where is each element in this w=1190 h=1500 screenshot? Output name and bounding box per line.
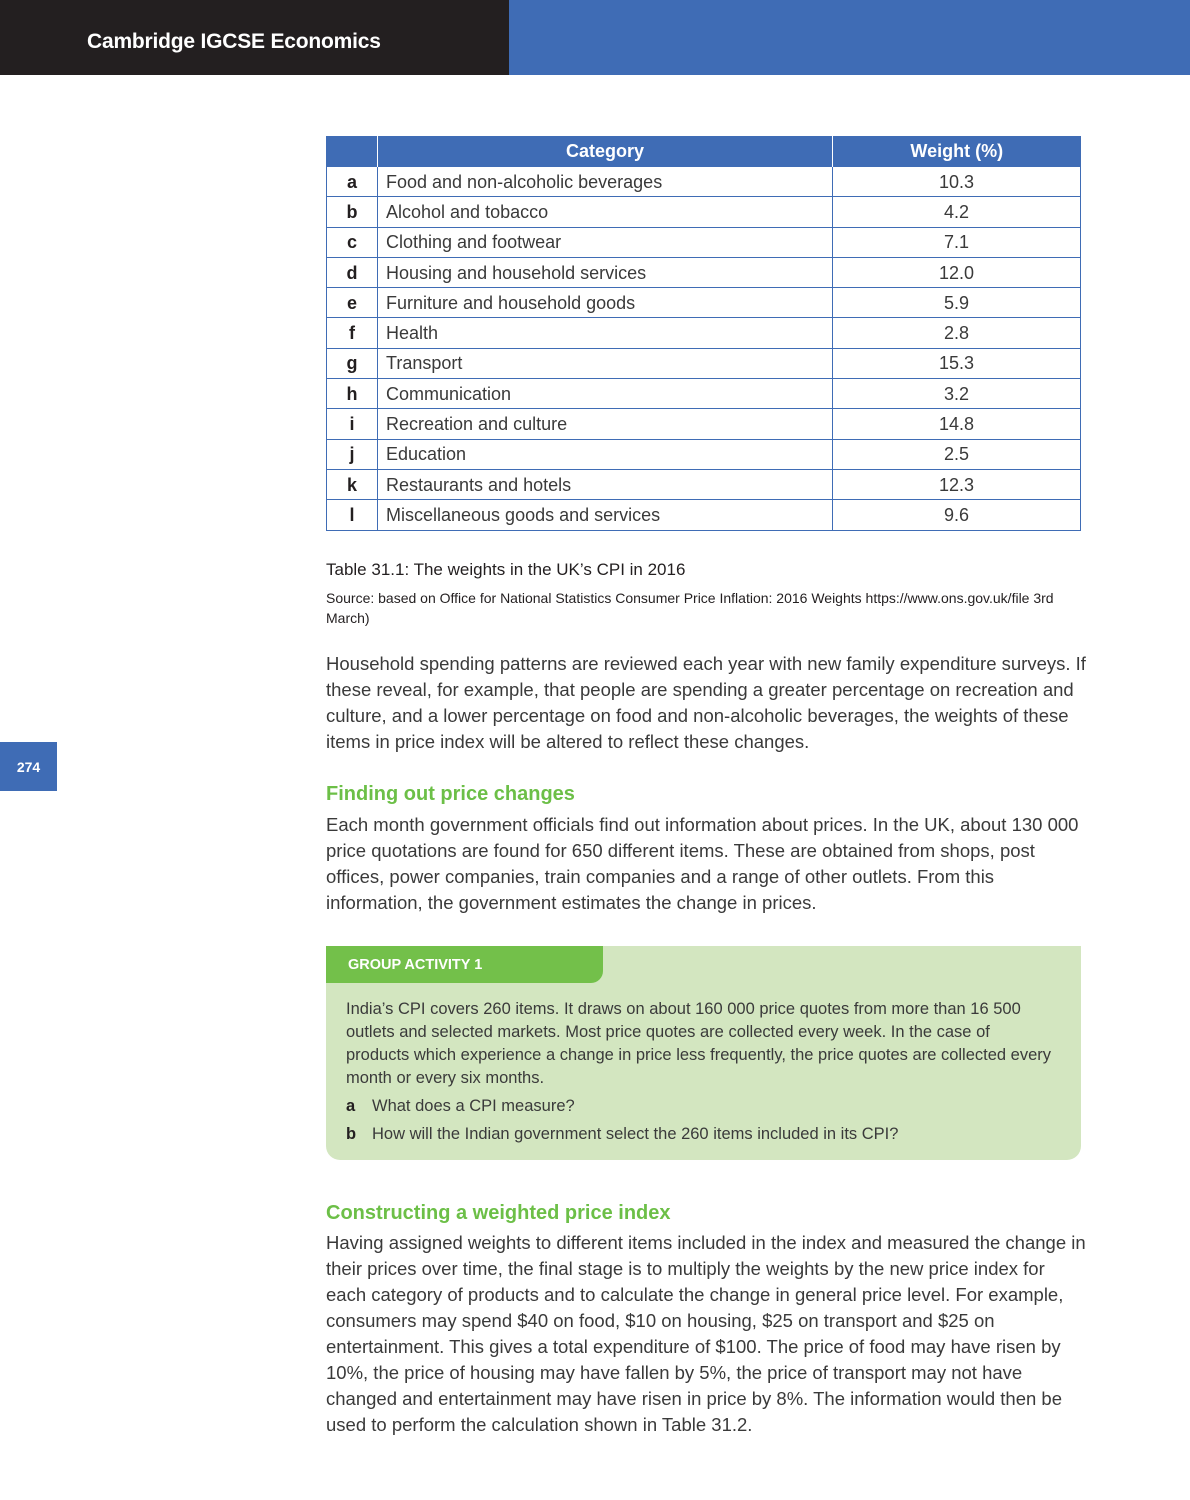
table-row bbox=[327, 469, 1081, 499]
group-activity-text: India’s CPI covers 260 items. It draws on about 160 000 price quotes from more than 16 500 outlets and selected markets. Most price quotes are collected every week. In the case of products which experience a change in price less frequently, the price quotes are collected every month or every six months. bbox=[346, 1000, 1052, 1087]
table-row bbox=[327, 257, 1081, 287]
table-row bbox=[327, 318, 1081, 348]
row-weight: 12.3 bbox=[833, 469, 1081, 499]
row-category: Communication bbox=[378, 379, 833, 409]
table-row bbox=[327, 227, 1081, 257]
row-weight: 7.1 bbox=[833, 227, 1081, 257]
table-row bbox=[327, 167, 1081, 197]
table-source: Source: based on Office for National Statistics Consumer Price Inflation: 2016 Weights https://www.ons.gov.uk/file 3rd March) bbox=[326, 590, 1054, 626]
row-weight: 4.2 bbox=[833, 197, 1081, 227]
table-row bbox=[327, 197, 1081, 227]
row-weight: 5.9 bbox=[833, 288, 1081, 318]
row-category: Clothing and footwear bbox=[378, 227, 833, 257]
table-caption: Table 31.1: The weights in the UK’s CPI in 2016 bbox=[326, 560, 686, 579]
question-text: How will the Indian government select the 260 items included in its CPI? bbox=[372, 1125, 899, 1143]
row-category: Alcohol and tobacco bbox=[378, 197, 833, 227]
row-key: h bbox=[327, 379, 378, 409]
row-key: d bbox=[327, 257, 378, 287]
paragraph-weighted-index: Having assigned weights to different items included in the index and measured the change in their prices over time, the final stage is to multiply the weights by the new price index for each category of products and to calculate the change in general price level. For example, consumers may spend $40 on food, $10 on housing, $25 on transport and $25 on entertainment. This gives a total expenditure of $100. The price of food may have risen by 10%, the price of housing may have fallen by 5%, the price of transport may not have changed and entertainment may have risen in price by 8%. The information would then be used to perform the calculation shown in Table 31.2. bbox=[326, 1232, 1086, 1435]
table-row bbox=[327, 439, 1081, 469]
row-category: Furniture and household goods bbox=[378, 288, 833, 318]
table-header-category: Category bbox=[378, 136, 833, 167]
row-weight: 2.8 bbox=[833, 318, 1081, 348]
row-weight: 15.3 bbox=[833, 348, 1081, 378]
page-number: 274 bbox=[0, 742, 57, 791]
activity-question bbox=[346, 1097, 575, 1116]
row-category: Health bbox=[378, 318, 833, 348]
row-category: Recreation and culture bbox=[378, 409, 833, 439]
table-header-weight: Weight (%) bbox=[833, 136, 1081, 167]
paragraph-spending-patterns: Household spending patterns are reviewed each year with new family expenditure surveys. If these reveal, for example, that people are spending a greater percentage on recreation and culture, and a lower percentage on food and non-alcoholic beverages, the weights of these items in price index will be altered to reflect these changes. bbox=[326, 653, 1086, 752]
table-row bbox=[327, 500, 1081, 530]
book-title: Cambridge IGCSE Economics bbox=[87, 30, 381, 53]
question-letter: a bbox=[346, 1097, 356, 1115]
row-key: g bbox=[327, 348, 378, 378]
row-weight: 14.8 bbox=[833, 409, 1081, 439]
row-category: Transport bbox=[378, 348, 833, 378]
row-weight: 3.2 bbox=[833, 379, 1081, 409]
cpi-weights-table bbox=[326, 136, 1081, 531]
row-key: i bbox=[327, 409, 378, 439]
question-text: What does a CPI measure? bbox=[372, 1097, 575, 1115]
row-category: Restaurants and hotels bbox=[378, 469, 833, 499]
table-header-row bbox=[327, 136, 1081, 167]
header-accent-bar bbox=[509, 0, 1190, 75]
activity-question bbox=[346, 1125, 898, 1144]
row-weight: 12.0 bbox=[833, 257, 1081, 287]
table-row bbox=[327, 379, 1081, 409]
row-key: a bbox=[327, 167, 378, 197]
table-header-key bbox=[327, 136, 378, 167]
row-key: f bbox=[327, 318, 378, 348]
table-row bbox=[327, 288, 1081, 318]
group-activity-label: GROUP ACTIVITY 1 bbox=[326, 946, 603, 983]
row-key: j bbox=[327, 439, 378, 469]
row-category: Housing and household services bbox=[378, 257, 833, 287]
row-key: c bbox=[327, 227, 378, 257]
row-weight: 9.6 bbox=[833, 500, 1081, 530]
table-row bbox=[327, 348, 1081, 378]
paragraph-price-changes: Each month government officials find out information about prices. In the UK, about 130 000 price quotations are found for 650 different items. These are obtained from shops, post offices, power companies, train companies and a range of other outlets. From this information, the government estimates the change in prices. bbox=[326, 814, 1079, 913]
row-key: e bbox=[327, 288, 378, 318]
row-category: Education bbox=[378, 439, 833, 469]
row-category: Miscellaneous goods and services bbox=[378, 500, 833, 530]
question-letter: b bbox=[346, 1125, 357, 1143]
table-row bbox=[327, 409, 1081, 439]
row-category: Food and non-alcoholic beverages bbox=[378, 167, 833, 197]
row-key: b bbox=[327, 197, 378, 227]
row-weight: 10.3 bbox=[833, 167, 1081, 197]
section-heading-weighted-index: Constructing a weighted price index bbox=[326, 1202, 671, 1224]
row-weight: 2.5 bbox=[833, 439, 1081, 469]
row-key: k bbox=[327, 469, 378, 499]
section-heading-price-changes: Finding out price changes bbox=[326, 783, 575, 805]
row-key: l bbox=[327, 500, 378, 530]
group-activity-box bbox=[326, 946, 1081, 1160]
